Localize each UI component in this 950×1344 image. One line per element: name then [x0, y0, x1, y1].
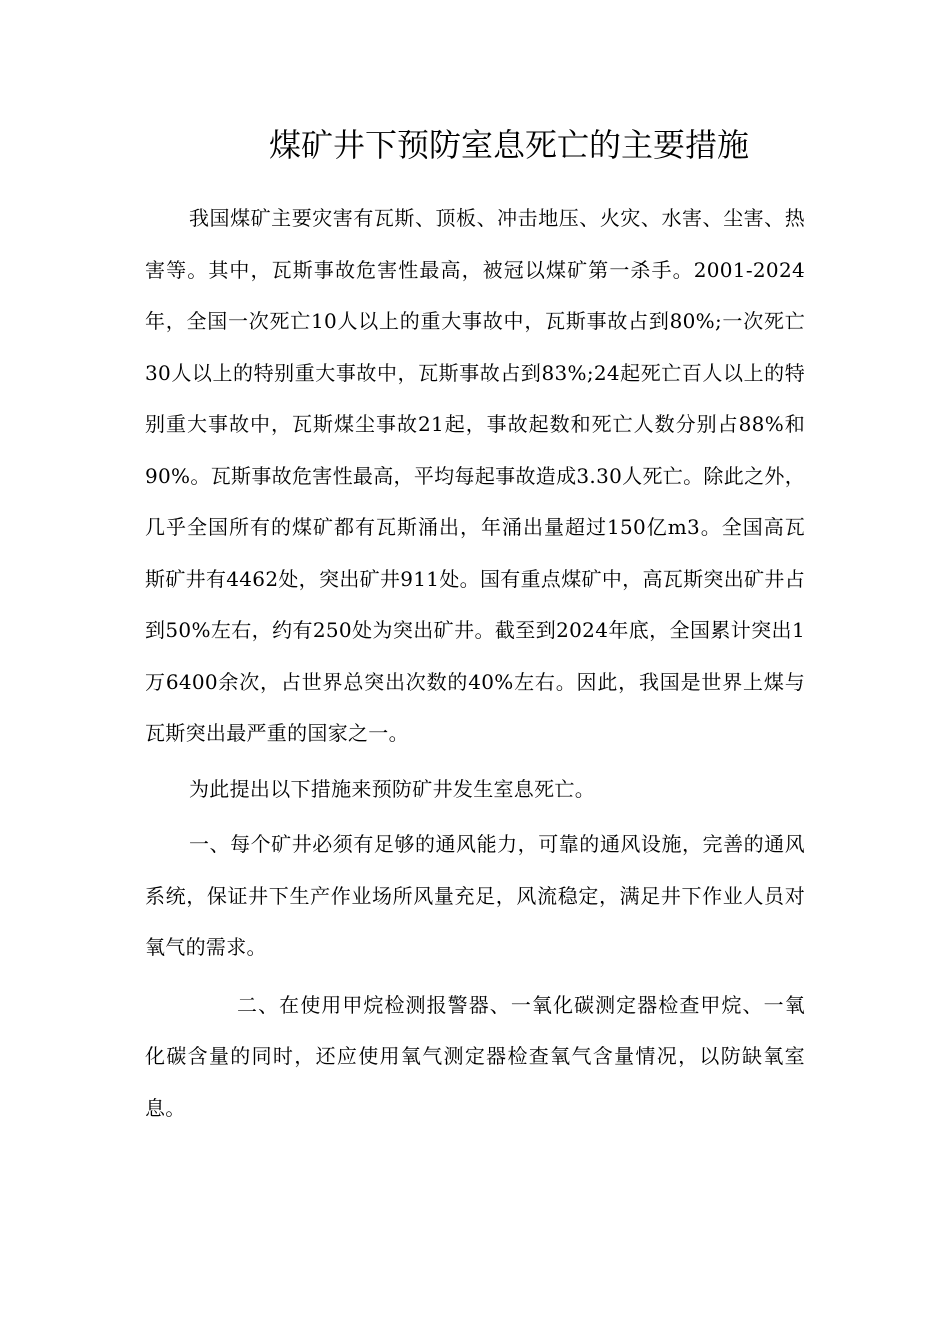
document-title: 煤矿井下预防室息死亡的主要措施	[268, 126, 749, 164]
paragraph-intro: 我国煤矿主要灾害有瓦斯、顶板、冲击地压、火灾、水害、尘害、热害等。其中，瓦斯事故危害性最高，被冠以煤矿第一杀手。2001-2024年，全国一次死亡10人以上的重大事故中，瓦斯事故占到80%;一次死亡30人以上的特别重大事故中，瓦斯事故占到83%;24起死亡百人以上的特别重大事故中，瓦斯煤尘事故21起，事故起数和死亡人数分别占88%和90%。瓦斯事故危害性最高，平均每起事故造成3.30人死亡。除此之外，几乎全国所有的煤矿都有瓦斯涌出，年涌出量超过150亿m3。全国高瓦斯矿井有4462处，突出矿井911处。国有重点煤矿中，高瓦斯突出矿井占到50%左右，约有250处为突出矿井。截至到2024年底，全国累计突出1万6400余次，占世界总突出次数的40%左右。因此，我国是世界上煤与瓦斯突出最严重的国家之一。	[145, 206, 805, 745]
paragraph-measure-2: 二、在使用甲烷检测报警器、一氧化碳测定器检查甲烷、一氧化碳含量的同时，还应使用氧气测定器检查氧气含量情况，以防缺氧室息。	[145, 992, 805, 1120]
paragraph-measures-lead: 为此提出以下措施来预防矿井发生室息死亡。	[189, 776, 595, 801]
paragraph-measure-1: 一、每个矿井必须有足够的通风能力，可靠的通风设施，完善的通风系统，保证井下生产作业场所风量充足，风流稳定，满足井下作业人员对氧气的需求。	[145, 832, 805, 959]
document-body	[145, 193, 805, 1134]
